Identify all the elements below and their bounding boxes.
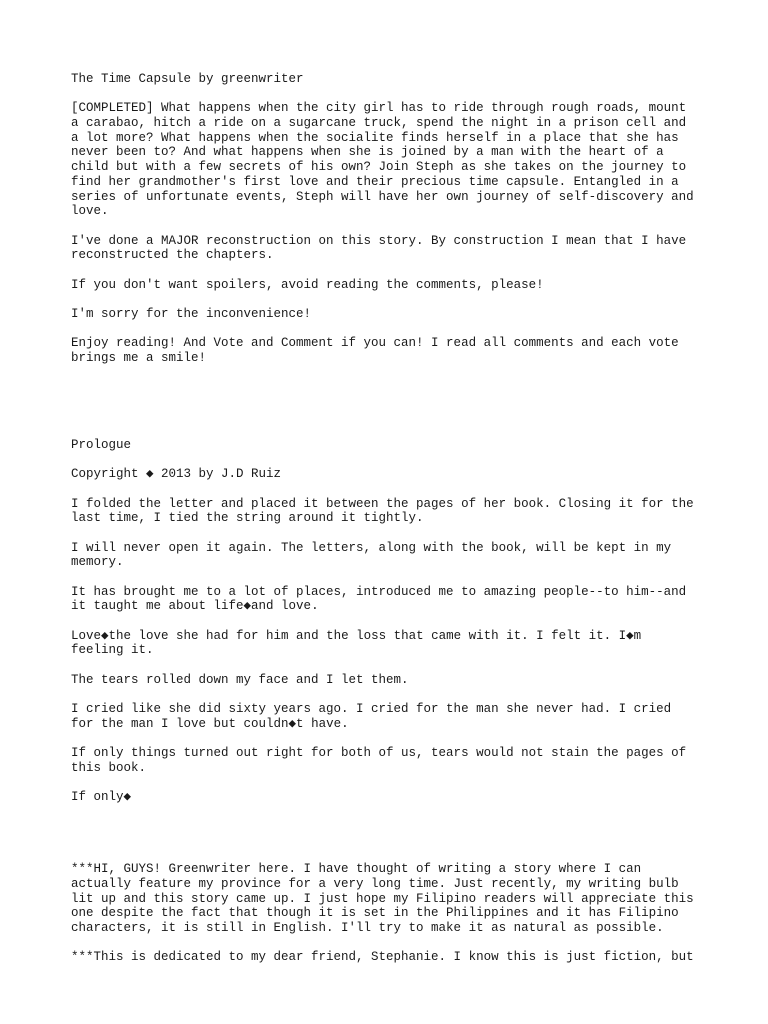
prologue-paragraph: I cried like she did sixty years ago. I cried for the man she never had. I cried for the man I love but couldn◆t have. [71,702,672,731]
intro-paragraph: [COMPLETED] What happens when the city girl has to ride through rough roads, mount a carabao, hitch a ride on a sugarcane truck, spend the night in a prison cell and a lot more? What happens when the socialite finds herself in a place that she has never been to? And what happens when she is joined by a man with the heart of a child but with a few secrets of his own? Join Steph as she takes on the journey to find her grandmother's first love and their precious time capsule. Entangled in a series of unfortunate events, Steph will have her own journey of self-discovery and love. [71,101,694,219]
intro-paragraph: If you don't want spoilers, avoid reading the comments, please! [71,277,544,292]
prologue-heading: Prologue [71,438,132,453]
intro-paragraph: I'm sorry for the inconvenience! [71,306,312,321]
prologue-paragraph: The tears rolled down my face and I let them. [71,672,409,687]
intro-paragraph: I've done a MAJOR reconstruction on this story. By construction I mean that I have reconstructed the chapters. [71,233,687,263]
prologue-paragraph: I will never open it again. The letters, along with the book, will be kept in my memory. [71,540,672,570]
prologue-paragraph: If only◆ [71,790,132,804]
prologue-paragraph: Love◆the love she had for him and the loss that came with it. I felt it. I◆m feeling it. [71,628,642,658]
copyright-line: Copyright ◆ 2013 by J.D Ruiz [71,467,282,482]
document-page [71,72,711,980]
section-spacer [71,819,711,862]
intro-paragraph: Enjoy reading! And Vote and Comment if you can! I read all comments and each vote brings me a smile! [71,336,679,365]
section-spacer [71,380,711,438]
prologue-paragraph: I folded the letter and placed it between the pages of her book. Closing it for the last time, I tied the string around it tightly. [71,496,694,526]
author-note: ***This is dedicated to my dear friend, Stephanie. I know this is just fiction, but [71,950,694,965]
prologue-paragraph: It has brought me to a lot of places, introduced me to amazing people--to him--and it taught me about life◆and love. [71,584,687,614]
story-title: The Time Capsule by greenwriter [71,72,304,86]
prologue-paragraph: If only things turned out right for both of us, tears would not stain the pages of this book. [71,746,687,775]
author-note: ***HI, GUYS! Greenwriter here. I have thought of writing a story where I can actually feature my province for a very long time. Just recently, my writing bulb lit up and this story came up. I just hope my Filipino readers will appreciate this one despite the fact that though it is set in the Philippines and it has Filipino characters, it is still in English. I'll try to make it as natural as possible. [71,862,694,936]
